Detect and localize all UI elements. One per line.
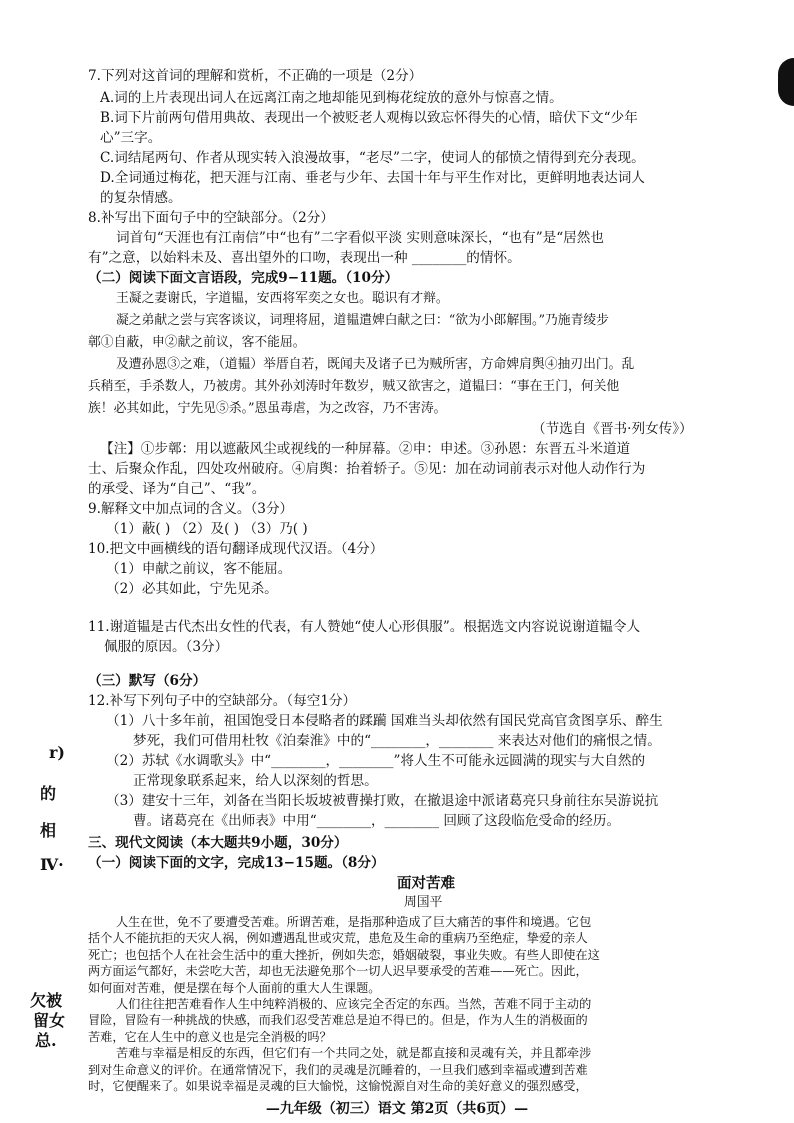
article-line: 人生在世，免不了要遭受苦难。所谓苦难，是指那种造成了巨大痛苦的事件和境遇。它包 [116, 915, 592, 929]
margin-note: 相 [40, 821, 57, 840]
section-3-heading: （三）默写（6分） [88, 673, 207, 689]
passage-line: 鄣①自蔽，申②献之前议，客不能屈。 [88, 335, 306, 350]
margin-note: 留女 [33, 1011, 66, 1030]
question-12-item-3: （3）建安十三年，刘备在当阳长坂坡被曹操打败，在撤退途中派诸葛亮只身前往东吴游说抗 [106, 793, 659, 809]
passage-line: 及遭孙恩③之难，（道韫）举厝自若，既闻夫及诸子已为贼所害，方命婢肩舆④抽刃出门。乱 [116, 357, 635, 372]
question-12-item-2: （2）苏轼《水调歌头》中“________，________”将人生不可能永远圆满的现实与大自然的 [106, 753, 646, 769]
passage-line: 凝之弟献之尝与宾客谈议，词理将屈，道韫遣婢白献之曰：“欲为小郎解围。”乃施青绫步 [116, 313, 609, 328]
reading-1-heading: （一）阅读下面的文字，完成13−15题。（8分） [88, 855, 385, 871]
question-7: 7.下列对这首词的理解和赏析，不正确的一项是（2分） [88, 68, 423, 84]
passage-line: 族！必其如此，宁先见⑤杀。”恩虽毒虐，为之改容，乃不害涛。 [88, 401, 447, 416]
article-line: 括个人不能抗拒的天灾人祸，例如遭遇乱世或灾荒，患危及生命的重病乃至绝症，挚爱的亲人 [88, 931, 588, 946]
passage-source: （节选自《晋书·列女传》） [532, 421, 693, 437]
option-b-cont: 心”三字。 [100, 130, 162, 146]
question-12-item-1: （1）八十多年前，祖国饱受日本侵略者的蹂躏 国难当头却依然有国民党高官贪图享乐、醉生 [106, 713, 663, 729]
question-11: 11.谢道韫是古代杰出女性的代表，有人赞她“使人心形俱服”。根据选文内容说说谢道韫令人 [88, 619, 641, 635]
question-10-item-2: （2）必其如此，宁先见杀。 [106, 581, 278, 597]
article-line: 苦难，它在人生中的意义也是完全消极的吗？ [88, 1029, 332, 1044]
option-b: B.词下片前两句借用典故、表现出一个被贬老人观梅以致忘怀得失的心情，暗伏下文“少年 [100, 110, 638, 126]
article-title: 面对苦难 [397, 875, 455, 892]
option-d-cont: 的复杂情感。 [100, 190, 182, 206]
question-12-item-2-cont: 正常现象联系起来，给人以深刻的哲思。 [133, 773, 378, 789]
page-footer: —九年级（初三）语文 第2页（共6页）— [265, 1101, 529, 1117]
question-8-text: 词首句“天涯也有江南信”中“也有”二字看似平淡 实则意味深长，“也有”是“居然也 [116, 230, 604, 246]
article-line: 冒险，冒险有一种挑战的快感，而我们忍受苦难总是迫不得已的。但是，作为人生的消极面的 [88, 1013, 588, 1028]
option-d: D.全词通过梅花，把天涯与江南、垂老与少年、去国十年与平生作对比，更鲜明地表达词人 [100, 170, 645, 186]
part-3-heading: 三、现代文阅读（本大题共9小题，30分） [88, 835, 348, 851]
question-12-item-3-cont: 曹。诸葛亮在《出师表》中用“________，________ 回顾了这段临危受命的经历。 [133, 813, 621, 829]
article-author: 周国平 [404, 895, 443, 910]
margin-note: 欠被 [30, 991, 63, 1010]
question-9: 9.解释文中加点词的含义。（3分） [88, 501, 294, 517]
question-11-cont: 佩服的原因。（3分） [104, 639, 229, 655]
notes-cont: 的承受、译为“自己”、“我”。 [88, 481, 266, 497]
article-line: 两方面运气都好，未尝吃大苦，却也无法避免那个一切人迟早要承受的苦难——死亡。因此， [88, 964, 588, 979]
question-10: 10.把文中画横线的语句翻译成现代汉语。（4分） [88, 541, 384, 557]
question-8: 8.补写出下面句子中的空缺部分。（2分） [88, 210, 334, 226]
question-10-item-1: （1）申献之前议，客不能屈。 [106, 561, 292, 577]
option-c: C.词结尾两句、作者从现实转入浪漫故事，“老尽”二字，使词人的郁愤之情得到充分表现。 [100, 150, 645, 166]
passage-line: 兵稍至，手杀数人，乃被虏。其外孙刘涛时年数岁，贼又欲害之，道韫曰：“事在王门，何关他 [88, 379, 620, 394]
question-8-text-cont: 有”之意，以始料未及、喜出望外的口吻，表现出一种 ________的情怀。 [88, 250, 521, 266]
question-12-item-1-cont: 梦死，我们可借用杜牧《泊秦淮》中的“________，________ 来表达对他们的痛恨之情。 [133, 733, 661, 749]
notes-cont: 士、后聚众作乱，四处攻州破府。④肩舆：抬着轿子。⑤见：加在动词前表示对他人动作行为 [88, 461, 646, 477]
page-edge-tab [778, 58, 794, 106]
margin-note: 总. [35, 1031, 57, 1050]
question-12: 12.补写下列句子中的空缺部分。（每空1分） [88, 693, 357, 709]
margin-note: r) [49, 743, 65, 762]
question-9-items: （1）蔽( ) （2）及( ) （3）乃( ) [106, 521, 308, 537]
article-line: 人们往往把苦难看作人生中纯粹消极的、应该完全否定的东西。当然，苦难不同于主动的 [116, 997, 592, 1011]
article-line: 时，它便醒来了。如果说幸福是灵魂的巨大愉悦，这愉悦源自对生命的美好意义的强烈感受， [88, 1079, 588, 1093]
margin-note: 的 [40, 784, 57, 803]
article-line: 死亡；也包括个人在社会生活中的重大挫折，例如失恋，婚姻破裂，事业失败。有些人即使在这 [88, 947, 600, 962]
margin-note: Ⅳ· [40, 855, 64, 874]
article-line: 苦难与幸福是相反的东西，但它们有一个共同之处，就是都直接和灵魂有关，并且都牵涉 [116, 1046, 592, 1061]
article-line: 到对生命意义的评价。在通常情况下，我们的灵魂是沉睡着的，一旦我们感到幸福或遭到苦难 [88, 1062, 588, 1077]
passage-line: 王凝之妻谢氏，字道韫，安西将军奕之女也。聪识有才辩。 [116, 291, 449, 306]
option-a: A.词的上片表现出词人在远离江南之地却能见到梅花绽放的意外与惊喜之情。 [100, 90, 563, 106]
article-line: 如何面对苦难，便是摆在每个人面前的重大人生课题。 [88, 980, 381, 995]
notes: 【注】①步鄣：用以遮蔽风尘或视线的一种屏幕。②申：申述。③孙恩：东晋五斗米道道 [100, 441, 631, 457]
section-2-heading: （二）阅读下面文言语段，完成9−11题。（10分） [88, 270, 399, 286]
